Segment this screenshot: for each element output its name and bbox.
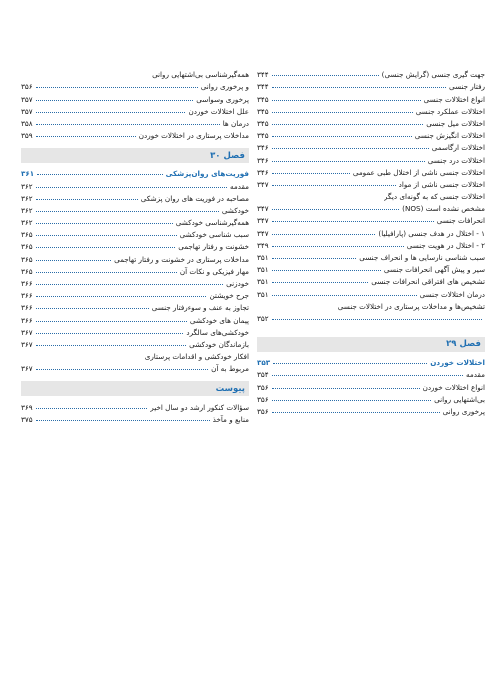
toc-entry: [257, 177, 485, 189]
toc-entry-title: اختلالات درد جنسی: [427, 155, 485, 165]
toc-page-number: ۳۶۷: [21, 364, 33, 374]
toc-entry: [21, 239, 249, 251]
toc-entry: [21, 91, 249, 103]
toc-entry: [257, 152, 485, 164]
toc-entry: [21, 227, 249, 239]
toc-entry-title: اختلالات میل جنسی: [426, 118, 485, 128]
leader-dots: [272, 388, 420, 389]
toc-entry: [21, 264, 249, 276]
toc-entry-title: انواع اختلالات جنسی: [423, 94, 485, 104]
leader-dots: [272, 234, 376, 235]
toc-page-number: ۳۵۱: [257, 265, 269, 275]
toc-page-number: ۳۵۶: [257, 394, 269, 404]
toc-page-number: ۳۵۳: [257, 358, 271, 368]
toc-page-number: ۳۴۵: [257, 118, 269, 128]
toc-right-column: [257, 67, 485, 416]
toc-entry: [21, 178, 249, 190]
leader-dots: [36, 420, 210, 421]
toc-entry-title: منابع و مآخذ: [212, 414, 249, 424]
toc-page-number: ۳۶۵: [21, 266, 33, 276]
toc-page-number: ۳۵۱: [257, 253, 269, 262]
toc-entry: [257, 286, 485, 298]
toc-page-number: ۳۵۸: [21, 118, 33, 128]
toc-page-number: ۳۶۹: [21, 402, 33, 412]
toc-left-column: [21, 67, 249, 424]
toc-entry-title: بازماندگان خودکشی: [189, 339, 249, 349]
chapter-label: فصل ۲۹: [446, 339, 481, 350]
leader-dots: [36, 296, 207, 297]
appendix-label: پیوست: [215, 383, 245, 394]
leader-dots: [272, 270, 381, 271]
toc-page-number: ۳۴۷: [257, 216, 269, 226]
toc-page-number: ۳۶۶: [21, 279, 33, 288]
leader-dots: [272, 282, 369, 283]
toc-entry: [21, 79, 249, 91]
toc-entry-title: اختلالات ارگاسمی: [431, 143, 485, 153]
toc-entry-title: خودزنی: [226, 279, 249, 288]
toc-entry: [257, 274, 485, 286]
toc-entry-title: خودکشی‌های سالگرد: [186, 327, 249, 337]
toc-entry-title: سیر و پیش آگهی انحرافات جنسی: [383, 265, 485, 275]
leader-dots: [36, 333, 184, 334]
toc-page-number: ۳۶۲: [21, 193, 33, 203]
toc-entry: [257, 91, 485, 103]
toc-page-number: ۳۴۵: [257, 131, 269, 141]
toc-entry: [257, 67, 485, 79]
toc-entry-title: انحرافات جنسی: [436, 216, 485, 226]
leader-dots: [272, 136, 412, 137]
toc-entry: [257, 299, 485, 311]
leader-dots: [272, 400, 432, 401]
toc-page-number: ۳۶۲: [21, 205, 33, 215]
toc-page-number: ۳۶۷: [21, 339, 33, 349]
chapter-heading: [257, 355, 485, 367]
toc-page-number: ۳۶۷: [21, 327, 33, 337]
toc-entry-title: رفتار جنسی: [448, 82, 485, 92]
toc-entry: [257, 238, 485, 250]
toc-entry-title: خشونت و رفتار تهاجمی: [178, 242, 249, 252]
toc-entry-title: مقدمه: [230, 181, 249, 191]
toc-entry-title: همه‌گیرشناسی خودکشی: [175, 218, 249, 228]
leader-dots: [272, 161, 425, 162]
toc-entry-title: تشخیص‌ها و مداخلات پرستاری در اختلالات جنسی: [337, 301, 485, 311]
toc-page-number: ۳۴۷: [257, 228, 269, 238]
toc-entry: [21, 312, 249, 324]
toc-entry: [21, 325, 249, 337]
toc-page-number: ۳۶۲: [21, 181, 33, 191]
toc-entry-title: افکار خودکشی و اقدامات پرستاری: [144, 352, 249, 362]
toc-entry: [257, 250, 485, 262]
toc-entry-title: درمان اختلالات جنسی: [419, 289, 485, 299]
toc-entry: [21, 203, 249, 215]
toc-entry-title: اختلالات جنسی که به گونه‌ای دیگر: [383, 192, 485, 202]
toc-entry: [257, 79, 485, 91]
toc-page-number: ۳۶۶: [21, 315, 33, 325]
toc-entry: [257, 367, 485, 379]
toc-entry: [21, 399, 249, 411]
leader-dots: [36, 235, 177, 236]
toc-entry: [21, 67, 249, 79]
toc-entry: [21, 337, 249, 349]
leader-dots: [272, 112, 413, 113]
toc-page-number: ۳۴۵: [257, 94, 269, 104]
toc-entry: [257, 379, 485, 391]
toc-entry: [257, 311, 485, 323]
toc-entry: [21, 300, 249, 312]
toc-entry: [21, 116, 249, 128]
toc-entry: [21, 412, 249, 424]
leader-dots: [36, 369, 209, 370]
toc-page-number: ۳۶۶: [21, 291, 33, 301]
leader-dots: [36, 112, 186, 113]
leader-dots: [36, 187, 227, 188]
toc-entry: [257, 140, 485, 152]
toc-page-number: ۳۴۶: [257, 167, 269, 177]
toc-page-number: ۳۴۴: [257, 82, 269, 92]
toc-entry: [21, 349, 249, 361]
toc-entry: [21, 215, 249, 227]
toc-page-number: ۳۵۷: [21, 106, 33, 116]
leader-dots: [36, 408, 148, 409]
chapter-header: [257, 337, 485, 352]
toc-page-number: ۳۴۶: [257, 143, 269, 153]
leader-dots: [36, 100, 194, 101]
leader-dots: [36, 247, 176, 248]
leader-dots: [272, 375, 463, 376]
toc-entry-title: سبب شناسی نارسایی ها و انحراف جنسی: [359, 253, 485, 262]
toc-page-number: ۳۴۷: [257, 204, 269, 214]
toc-page-number: ۳۶۶: [21, 303, 33, 313]
leader-dots: [272, 148, 429, 149]
toc-page-number: ۳۴۵: [257, 106, 269, 116]
toc-entry-title: تجاوز به عنف و سوءرفتار جنسی: [151, 303, 249, 313]
leader-dots: [36, 260, 112, 261]
leader-dots: [272, 246, 404, 247]
toc-page-number: ۳۴۹: [257, 240, 269, 250]
leader-dots: [272, 100, 421, 101]
toc-entry-title: اختلالات جنسی ناشی از اختلال طبی عمومی: [352, 167, 485, 177]
toc-entry: [257, 392, 485, 404]
toc-entry-title: سؤالات کنکور ارشد دو سال اخیر: [150, 402, 249, 412]
leader-dots: [36, 87, 198, 88]
toc-page-number: ۳۵۹: [21, 131, 33, 141]
leader-dots: [36, 308, 149, 309]
leader-dots: [272, 75, 379, 76]
chapter-title: فوریت‌های روان‌پزشکی: [165, 169, 249, 179]
leader-dots: [272, 258, 357, 259]
toc-entry-title: مربوط به آن: [211, 364, 249, 374]
toc-entry-title: همه‌گیرشناسی بی‌اشتهایی روانی: [152, 70, 249, 80]
leader-dots: [272, 319, 482, 320]
leader-dots: [272, 185, 396, 186]
leader-dots: [272, 221, 434, 222]
toc-entry: [21, 128, 249, 140]
toc-entry: [257, 201, 485, 213]
toc-entry: [257, 104, 485, 116]
toc-entry-title: خودکشی: [221, 205, 249, 215]
toc-page-number: ۳۶۵: [21, 230, 33, 240]
toc-entry: [21, 251, 249, 263]
toc-entry: [257, 189, 485, 201]
toc-page-number: ۳۵۲: [257, 313, 269, 323]
leader-dots: [36, 223, 173, 224]
chapter-heading: [21, 166, 249, 178]
toc-page-number: ۳۵۶: [257, 406, 269, 416]
toc-entry: [21, 104, 249, 116]
leader-dots: [36, 211, 219, 212]
toc-entry-title: مداخلات پرستاری در خشونت و رفتار تهاجمی: [114, 254, 249, 264]
chapter-label: فصل ۳۰: [210, 150, 245, 161]
leader-dots: [272, 124, 424, 125]
toc-entry: [257, 165, 485, 177]
toc-entry-title: مهار فیزیکی و نکات آن: [179, 266, 249, 276]
toc-page-number: ۳۵۶: [257, 382, 269, 392]
toc-entry-title: جرح خویشتن: [209, 291, 249, 301]
leader-dots: [36, 124, 220, 125]
toc-entry-title: مداخلات پرستاری در اختلالات خوردن: [138, 131, 249, 141]
toc-entry-title: بی‌اشتهایی روانی: [434, 394, 485, 404]
toc-page-number: ۳۶۲: [21, 218, 33, 228]
leader-dots: [36, 199, 138, 200]
toc-entry-title: ۱ - اختلال در هدف جنسی (پارافیلیا): [378, 228, 485, 238]
toc-entry: [21, 191, 249, 203]
toc-entry-title: درمان ها: [222, 118, 249, 128]
toc-page-number: ۳۷۵: [21, 414, 33, 424]
toc-page-number: ۳۴۴: [257, 70, 269, 80]
leader-dots: [272, 295, 417, 296]
chapter-title: اختلالات خوردن: [430, 358, 485, 368]
leader-dots: [272, 87, 446, 88]
leader-dots: [36, 272, 177, 273]
toc-entry-title: تشخیص های افتراقی انحرافات جنسی: [371, 277, 485, 287]
leader-dots: [36, 136, 136, 137]
leader-dots: [37, 174, 163, 175]
toc-entry-title: مقدمه: [466, 370, 485, 380]
appendix-header: [21, 381, 249, 396]
toc-page-number: ۳۵۱: [257, 277, 269, 287]
toc-entry: [21, 288, 249, 300]
leader-dots: [273, 363, 427, 364]
toc-entry-title: مشخص نشده است (NOS): [402, 204, 485, 214]
toc-entry-title: اختلالات جنسی ناشی از مواد: [398, 179, 485, 189]
toc-entry: [257, 404, 485, 416]
leader-dots: [272, 209, 400, 210]
toc-page-number: ۳۴۶: [257, 155, 269, 165]
toc-page-number: ۳۶۱: [21, 169, 35, 179]
toc-entry-title: پیمان های خودکشی: [189, 315, 249, 325]
leader-dots: [36, 345, 187, 346]
toc-page-number: ۳۶۵: [21, 254, 33, 264]
toc-entry: [257, 262, 485, 274]
toc-entry-title: انواع اختلالات خوردن: [422, 382, 485, 392]
toc-page-number: ۳۵۴: [257, 370, 269, 380]
toc-entry-title: مصاحبه در فوریت های روان پزشکی: [140, 193, 249, 203]
toc-page-number: ۳۵۱: [257, 289, 269, 299]
toc-page-number: ۳۵۶: [21, 82, 33, 92]
toc-entry-title: سبب شناسی خودکشی: [179, 230, 249, 240]
toc-entry: [21, 276, 249, 288]
toc-page-number: ۳۶۵: [21, 242, 33, 252]
toc-entry: [21, 361, 249, 373]
leader-dots: [36, 321, 187, 322]
leader-dots: [36, 284, 224, 285]
toc-entry-title: ۲ - اختلال در هویت جنسی: [406, 240, 485, 250]
toc-entry: [257, 116, 485, 128]
chapter-header: [21, 148, 249, 163]
toc-page-number: ۳۴۷: [257, 179, 269, 189]
toc-entry-title: پرخوری روانی: [442, 406, 485, 416]
leader-dots: [272, 173, 350, 174]
toc-entry-title: جهت گیری جنسی (گرایش جنسی): [381, 70, 485, 80]
toc-entry-title: و پرخوری روانی: [200, 82, 249, 92]
toc-entry: [257, 128, 485, 140]
toc-entry-title: علل اختلالات خوردن: [188, 106, 249, 116]
toc-page-number: ۳۵۷: [21, 94, 33, 104]
toc-entry: [257, 225, 485, 237]
toc-entry: [257, 213, 485, 225]
toc-entry-title: پرخوری وسواسی: [196, 94, 249, 104]
toc-entry-title: اختلالات انگیزش جنسی: [414, 131, 485, 141]
toc-entry-title: اختلالات عملکرد جنسی: [415, 106, 485, 116]
leader-dots: [272, 412, 440, 413]
